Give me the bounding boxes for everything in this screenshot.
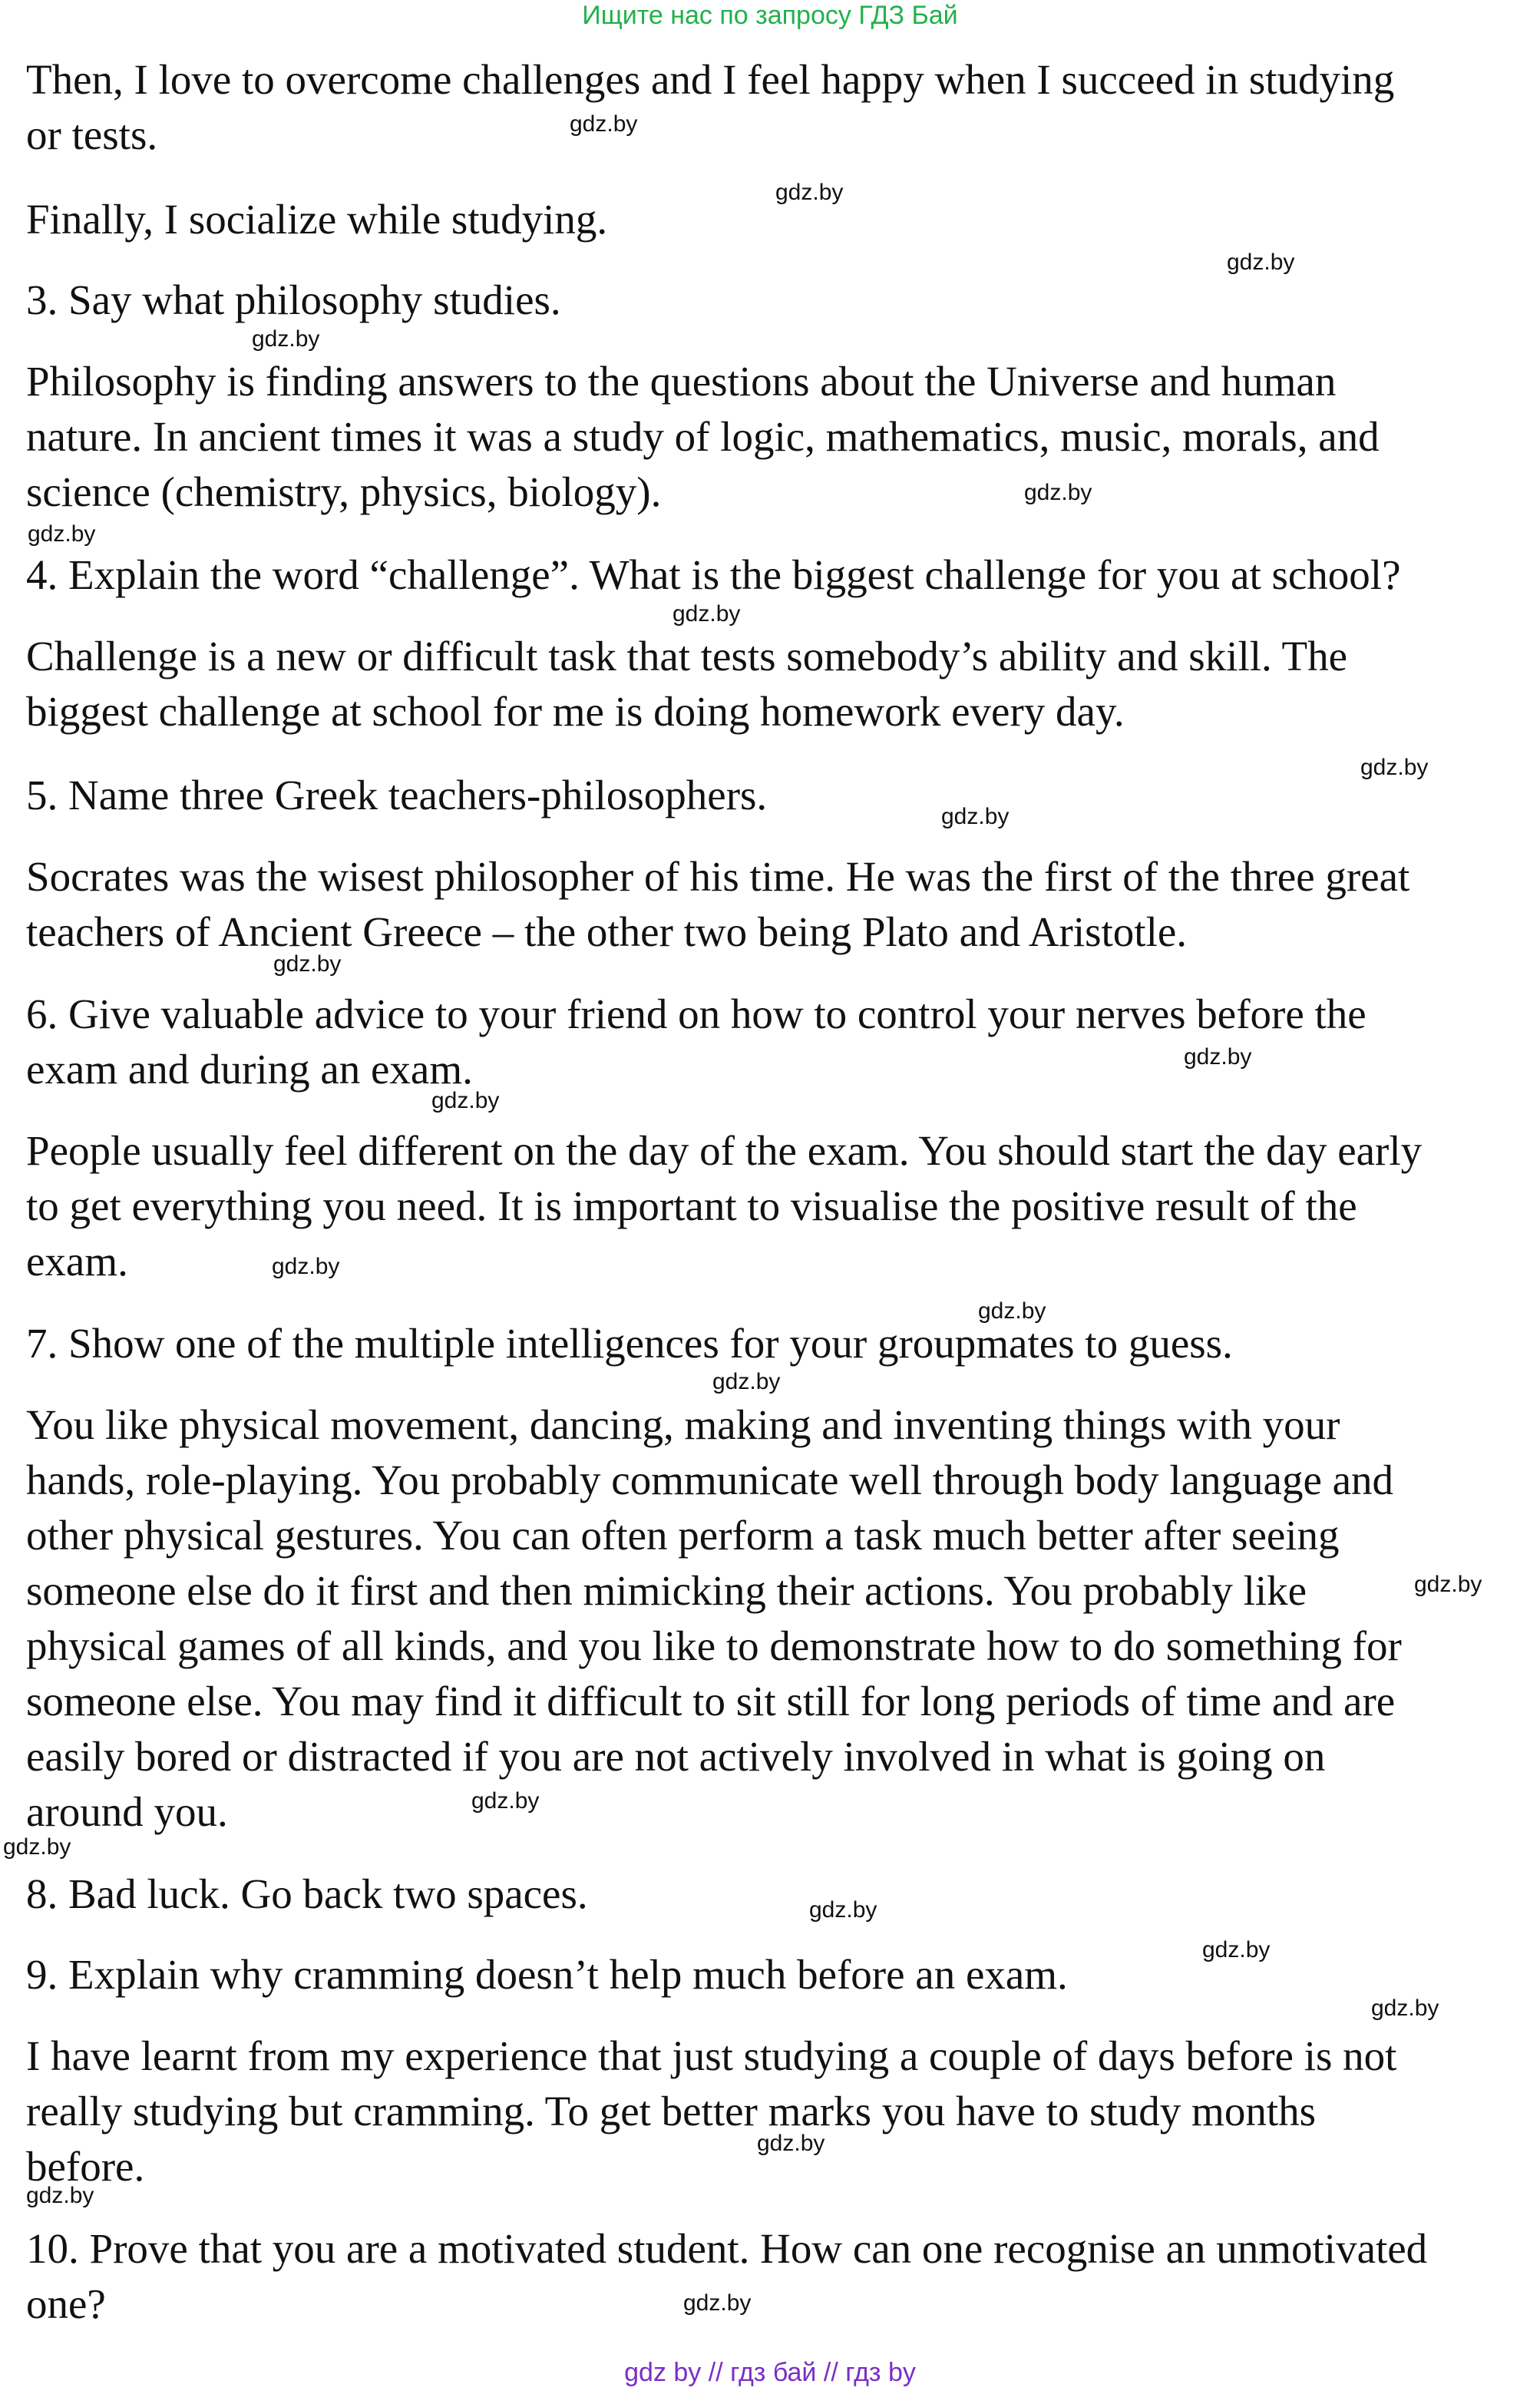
watermark: gdz.by	[1184, 1044, 1252, 1070]
watermark: gdz.by	[978, 1298, 1046, 1324]
watermark: gdz.by	[273, 951, 342, 977]
watermark: gdz.by	[712, 1369, 781, 1394]
watermark: gdz.by	[1371, 1996, 1439, 2021]
watermark: gdz.by	[1360, 755, 1429, 780]
watermark: gdz.by	[252, 326, 320, 352]
answer-9: I have learnt from my experience that just studying a couple of days before is not really studying but cramming. To get better marks you have to study months before.	[26, 2032, 1397, 2190]
top-banner[interactable]: Ищите нас по запросу ГДЗ Бай	[582, 1, 958, 30]
watermark: gdz.by	[272, 1254, 340, 1279]
watermark: gdz.by	[757, 2131, 825, 2156]
answer-6: People usually feel different on the day of the exam. You should start the day early to get everything you need. It is important to visualise the positive result of the exam.	[26, 1127, 1423, 1285]
answer-7: You like physical movement, dancing, making and inventing things with your hands, role-playing. You probably communicate well through body language and other physical gestures. You can often perform a task much better after seeing someone else do it first and then mimicking their actions. You probably like physical games of all kinds, and you like to demonstrate how to do something for someone else. You may find it difficult to sit still for long periods of time and are easily bored or distracted if you are not actively involved in what is going on around you.	[26, 1401, 1402, 1835]
answer-5: Socrates was the wisest philosopher of his time. He was the first of the three great teachers of Ancient Greece – the other two being Plato and Aristotle.	[26, 853, 1410, 955]
watermark: gdz.by	[1024, 480, 1092, 505]
watermark: gdz.by	[26, 2183, 94, 2208]
watermark: gdz.by	[28, 521, 96, 547]
question-5: 5. Name three Greek teachers-philosophers.	[26, 772, 768, 818]
answer-3: Philosophy is finding answers to the questions about the Universe and human nature. In ancient times it was a study of logic, mathematics, music, morals, and science (chemistry, physics, biology).	[26, 358, 1380, 515]
watermark: gdz.by	[471, 1788, 540, 1814]
paragraph-socialize: Finally, I socialize while studying.	[26, 196, 608, 243]
footer-links[interactable]: gdz by // гдз бай // гдз by	[624, 2358, 916, 2387]
watermark: gdz.by	[1414, 1572, 1482, 1597]
watermark: gdz.by	[683, 2290, 752, 2316]
question-4: 4. Explain the word “challenge”. What is the biggest challenge for you at school?	[26, 551, 1401, 598]
question-3: 3. Say what philosophy studies.	[26, 276, 561, 323]
watermark: gdz.by	[673, 601, 741, 627]
question-8: 8. Bad luck. Go back two spaces.	[26, 1870, 588, 1917]
watermark: gdz.by	[570, 111, 638, 137]
paragraph-intro-challenges: Then, I love to overcome challenges and I feel happy when I succeed in studying or tests.	[26, 56, 1395, 158]
watermark: gdz.by	[775, 180, 844, 205]
question-6: 6. Give valuable advice to your friend on how to control your nerves before the exam and during an exam.	[26, 990, 1367, 1093]
question-9: 9. Explain why cramming doesn’t help much before an exam.	[26, 1951, 1068, 1998]
question-10: 10. Prove that you are a motivated student. How can one recognise an unmotivated one?	[26, 2225, 1428, 2327]
watermark: gdz.by	[809, 1897, 877, 1923]
watermark: gdz.by	[431, 1088, 500, 1113]
watermark: gdz.by	[1227, 250, 1295, 275]
question-7: 7. Show one of the multiple intelligences for your groupmates to guess.	[26, 1320, 1233, 1367]
watermark: gdz.by	[1202, 1937, 1271, 1962]
watermark: gdz.by	[941, 804, 1010, 829]
watermark: gdz.by	[3, 1834, 71, 1860]
answer-4: Challenge is a new or difficult task that tests somebody’s ability and skill. The biggest challenge at school for me is doing homework every day.	[26, 633, 1348, 735]
